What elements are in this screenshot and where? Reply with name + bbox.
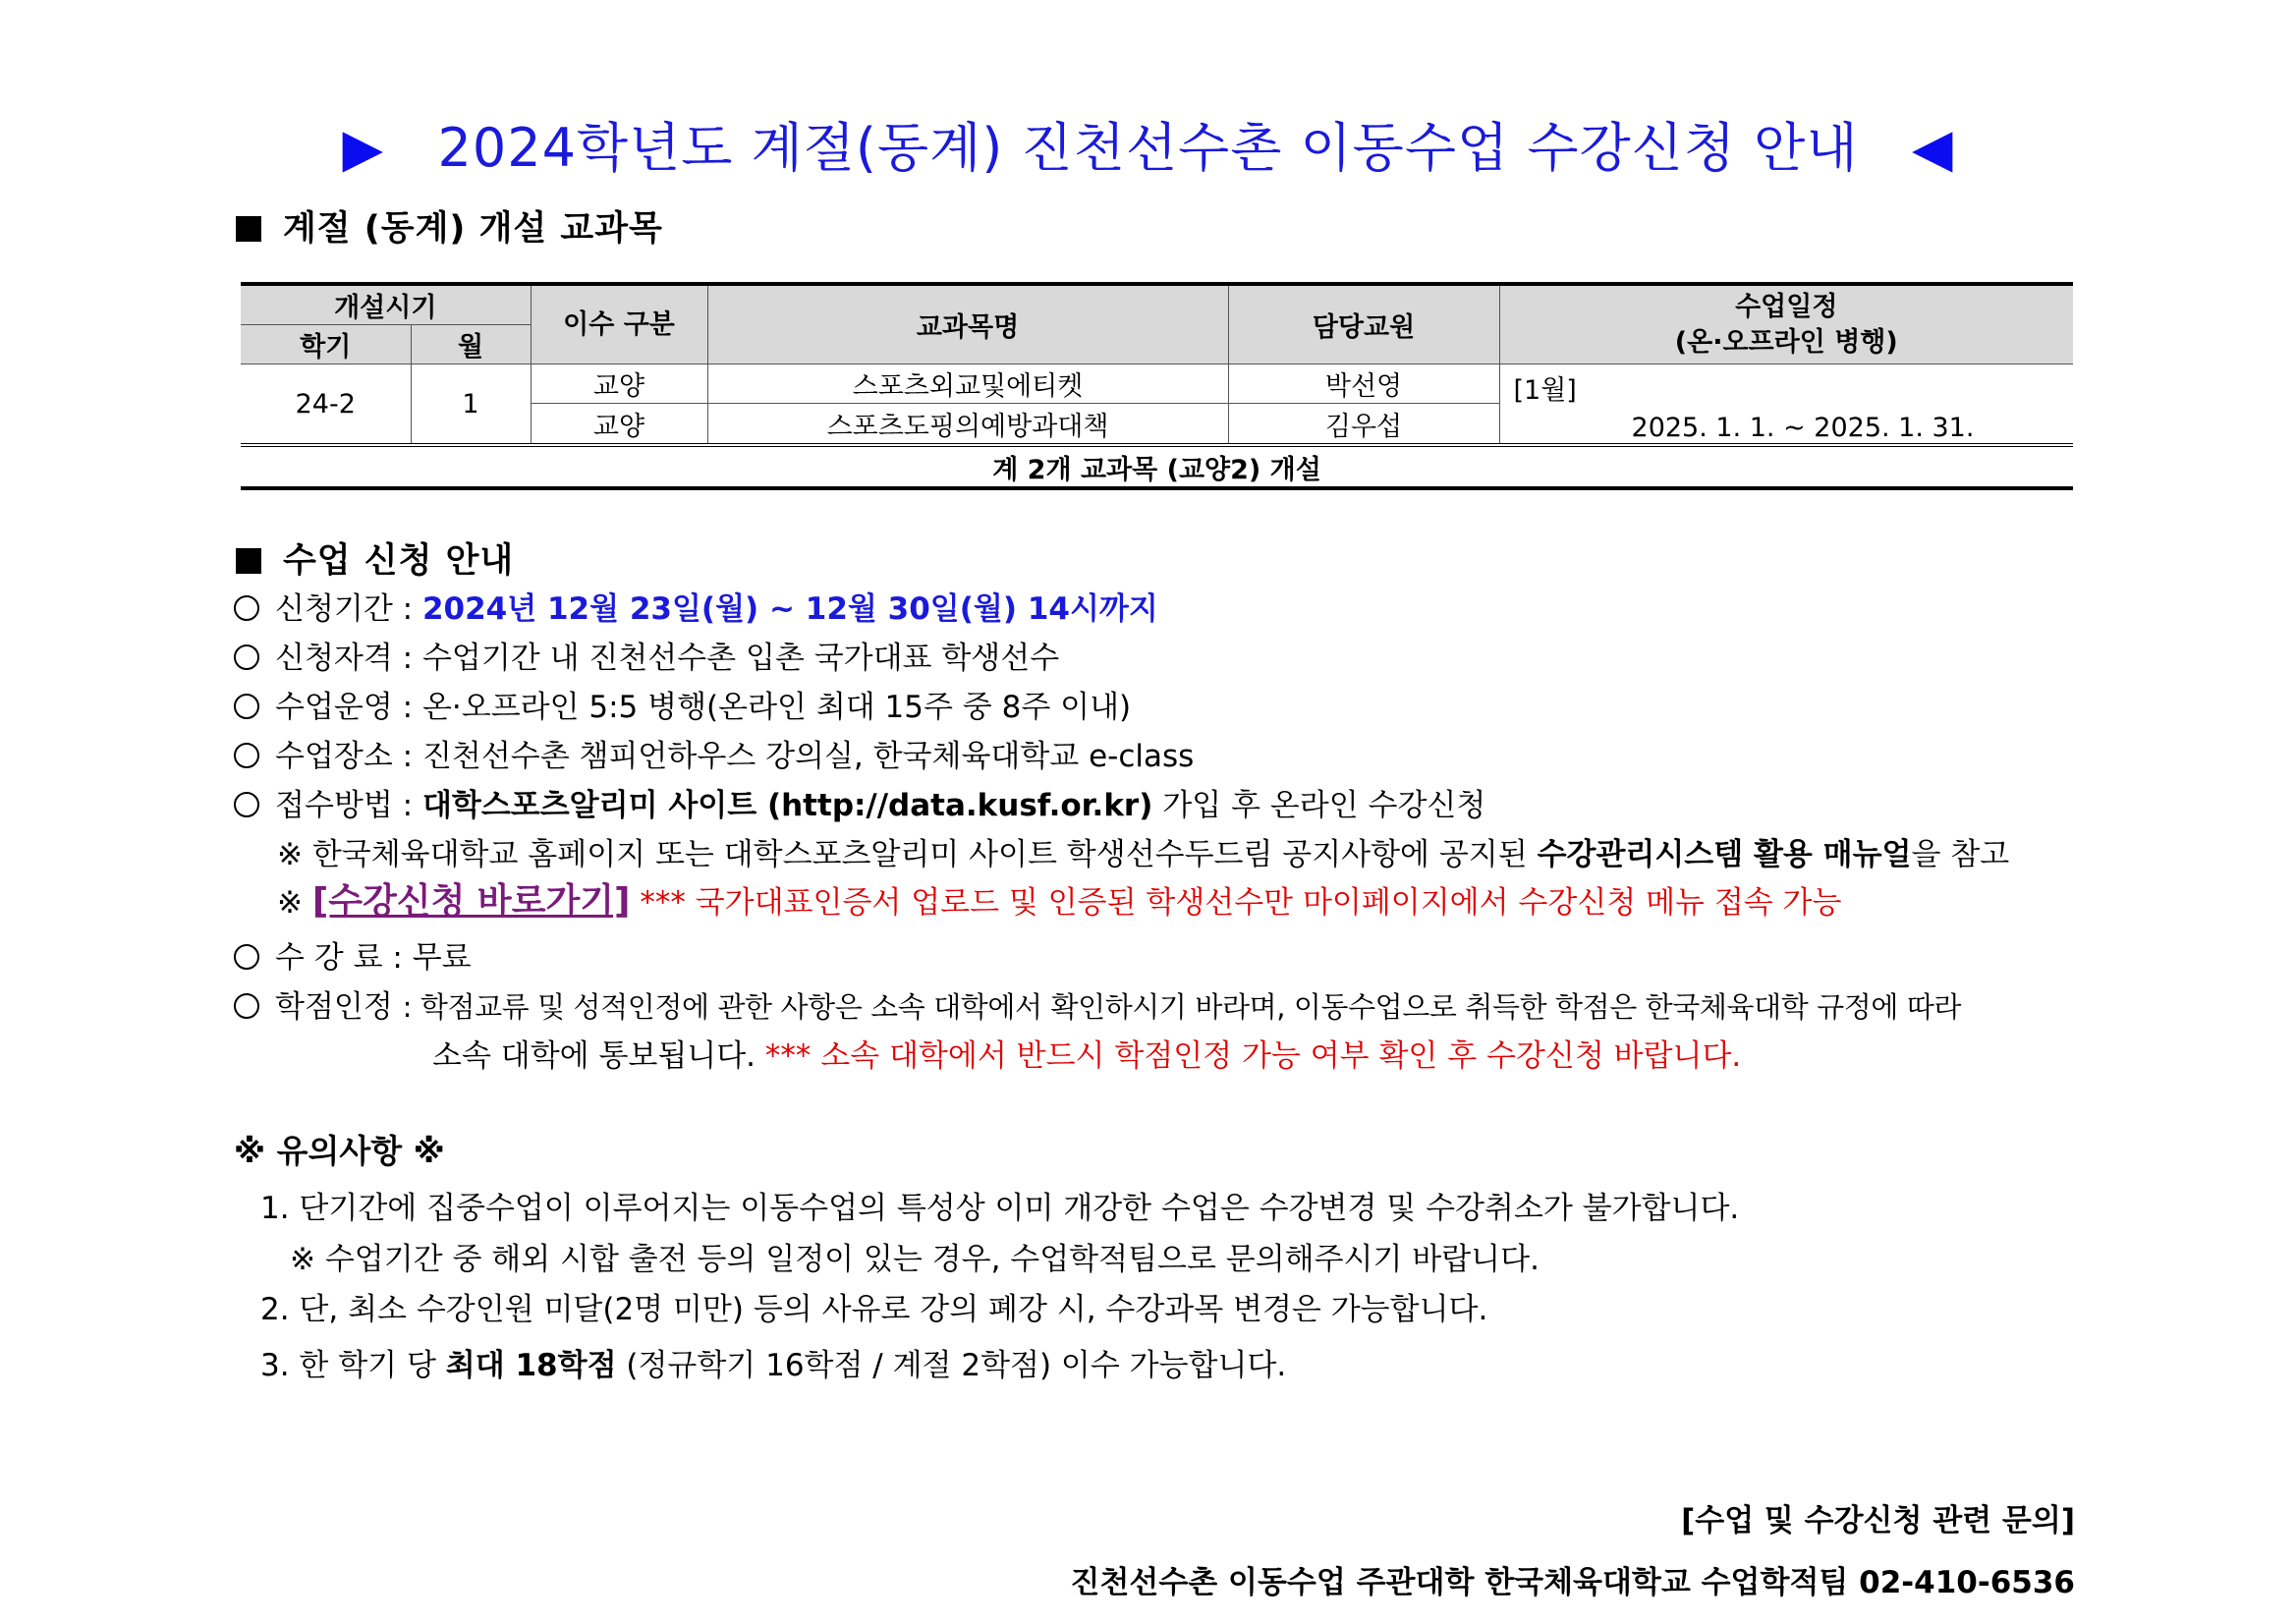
section-heading-text: 수업 신청 안내 xyxy=(283,541,515,581)
cell-category: 교양 xyxy=(531,404,707,445)
note-manual-post: 을 참고 xyxy=(1911,837,2010,872)
notice-item-3-pre: 3. 한 학기 당 xyxy=(260,1348,436,1383)
circle-bullet-icon xyxy=(234,644,259,670)
section-heading-application xyxy=(236,533,514,583)
header-semester: 학기 xyxy=(241,325,411,364)
notice-item-2: 2. 단, 최소 수강인원 미달(2명 미만) 등의 사유로 강의 폐강 시, 수강과목 변경은 가능합니다. xyxy=(260,1292,1488,1327)
left-triangle-icon: ◀ xyxy=(1912,117,1954,179)
info-location xyxy=(234,737,1194,776)
notice-item-3-bold: 최대 18학점 xyxy=(445,1348,617,1383)
credit-text: : 학점교류 및 성적인정에 관한 사항은 소속 대학에서 확인하시기 바라며, 이동수업으로 취득한 학점은 한국체육대학 규정에 따라 xyxy=(402,990,1962,1024)
page-title xyxy=(0,106,2296,182)
header-period-group: 개설시기 xyxy=(241,284,531,325)
page-title-text: 2024학년도 계절(동계) 진천선수촌 이동수업 수강신청 안내 xyxy=(437,117,1859,179)
section-heading-courses xyxy=(236,201,663,251)
credit-warning: *** 소속 대학에서 반드시 학점인정 가능 여부 확인 후 수강신청 바랍니다. xyxy=(764,1038,1742,1074)
fee-label: 수 강 료 : xyxy=(275,940,403,976)
section-heading-text: 계절 (동계) 개설 교과목 xyxy=(283,209,663,249)
info-credit xyxy=(234,987,1961,1027)
cell-category: 교양 xyxy=(531,364,707,404)
square-bullet-icon xyxy=(236,216,261,242)
location-label: 수업장소 : xyxy=(275,739,414,774)
info-period xyxy=(234,589,1158,629)
contact-info: 진천선수촌 이동수업 주관대학 한국체육대학교 수업학적팀 02-410-6536 xyxy=(1070,1565,2075,1600)
header-course: 교과목명 xyxy=(707,284,1228,364)
cell-course: 스포츠외교및에티켓 xyxy=(707,364,1228,404)
info-qualification xyxy=(234,639,1059,678)
cell-schedule xyxy=(1499,364,2073,446)
info-note-link xyxy=(277,882,1841,923)
circle-bullet-icon xyxy=(234,944,259,970)
registration-shortcut-link[interactable]: [수강신청 바로가기] xyxy=(311,881,631,922)
schedule-range: 2025. 1. 1. ~ 2025. 1. 31. xyxy=(1631,413,1975,443)
location-value: 진천선수촌 챔피언하우스 강의실, 한국체육대학교 e-class xyxy=(421,739,1195,774)
header-month: 월 xyxy=(411,325,531,364)
qualification-label: 신청자격 : xyxy=(275,641,414,676)
table-total-row xyxy=(241,445,2073,488)
info-fee xyxy=(234,938,472,978)
period-value: 2024년 12월 23일(월) ~ 12월 30일(월) 14시까지 xyxy=(421,591,1158,627)
notice-item-1-sub: ※ 수업기간 중 해외 시합 출전 등의 일정이 있는 경우, 수업학적팀으로 문의해주시기 바랍니다. xyxy=(290,1242,1540,1277)
info-method xyxy=(234,786,1485,825)
note-link-warning: *** 국가대표인증서 업로드 및 인증된 학생선수만 마이페이지에서 수강신청 메뉴 접속 가능 xyxy=(640,885,1842,921)
header-schedule-sub: (온·오프라인 병행) xyxy=(1674,326,1898,358)
course-table xyxy=(241,282,2073,490)
note-manual-bold: 수강관리시스템 활용 매뉴얼 xyxy=(1537,837,1912,872)
square-bullet-icon xyxy=(236,548,261,574)
header-category: 이수 구분 xyxy=(531,284,707,364)
table-header-row xyxy=(241,284,2073,325)
cell-course: 스포츠도핑의예방과대책 xyxy=(707,404,1228,445)
credit-label: 학점인정 xyxy=(275,989,393,1025)
cell-total: 계 2개 교과목 (교양2) 개설 xyxy=(241,445,2073,488)
circle-bullet-icon xyxy=(234,595,259,621)
circle-bullet-icon xyxy=(234,792,259,817)
period-label: 신청기간 : xyxy=(275,591,414,627)
table-row xyxy=(241,364,2073,404)
credit-text-cont: 소속 대학에 통보됩니다. xyxy=(432,1038,756,1074)
info-operation xyxy=(234,688,1131,727)
operation-value: 온·오프라인 5:5 병행(온라인 최대 15주 중 8주 이내) xyxy=(421,690,1132,725)
schedule-label: [1월] xyxy=(1513,375,1577,406)
cell-instructor: 김우섭 xyxy=(1228,404,1499,445)
circle-bullet-icon xyxy=(234,694,259,719)
notice-heading: ※ 유의사항 ※ xyxy=(234,1132,445,1170)
cell-semester: 24-2 xyxy=(241,364,411,446)
method-site-link[interactable]: 대학스포츠알리미 사이트 (http://data.kusf.or.kr) xyxy=(421,788,1153,823)
header-instructor: 담당교원 xyxy=(1228,284,1499,364)
method-rest: 가입 후 온라인 수강신청 xyxy=(1162,788,1486,823)
note-mark: ※ xyxy=(277,885,303,921)
circle-bullet-icon xyxy=(234,993,259,1019)
circle-bullet-icon xyxy=(234,743,259,768)
info-note-manual xyxy=(277,835,2009,874)
method-label: 접수방법 : xyxy=(275,788,414,823)
notice-item-1: 1. 단기간에 집중수업이 이루어지는 이동수업의 특성상 이미 개강한 수업은 수강변경 및 수강취소가 불가합니다. xyxy=(260,1191,1740,1226)
operation-label: 수업운영 : xyxy=(275,690,414,725)
right-triangle-icon: ▶ xyxy=(342,117,384,179)
header-schedule-title: 수업일정 xyxy=(1735,291,1838,322)
cell-month: 1 xyxy=(411,364,531,446)
contact-heading: [수업 및 수강신청 관련 문의] xyxy=(1681,1503,2075,1539)
header-schedule xyxy=(1499,284,2073,364)
notice-item-3 xyxy=(260,1346,1286,1385)
qualification-value: 수업기간 내 진천선수촌 입촌 국가대표 학생선수 xyxy=(421,641,1060,676)
note-manual-text: ※ 한국체육대학교 홈페이지 또는 대학스포츠알리미 사이트 학생선수두드림 공지사항에 공지된 xyxy=(277,837,1528,872)
cell-instructor: 박선영 xyxy=(1228,364,1499,404)
info-credit-cont xyxy=(432,1036,1741,1076)
notice-item-3-post: (정규학기 16학점 / 계절 2학점) 이수 가능합니다. xyxy=(626,1348,1287,1383)
fee-value: 무료 xyxy=(412,940,472,976)
